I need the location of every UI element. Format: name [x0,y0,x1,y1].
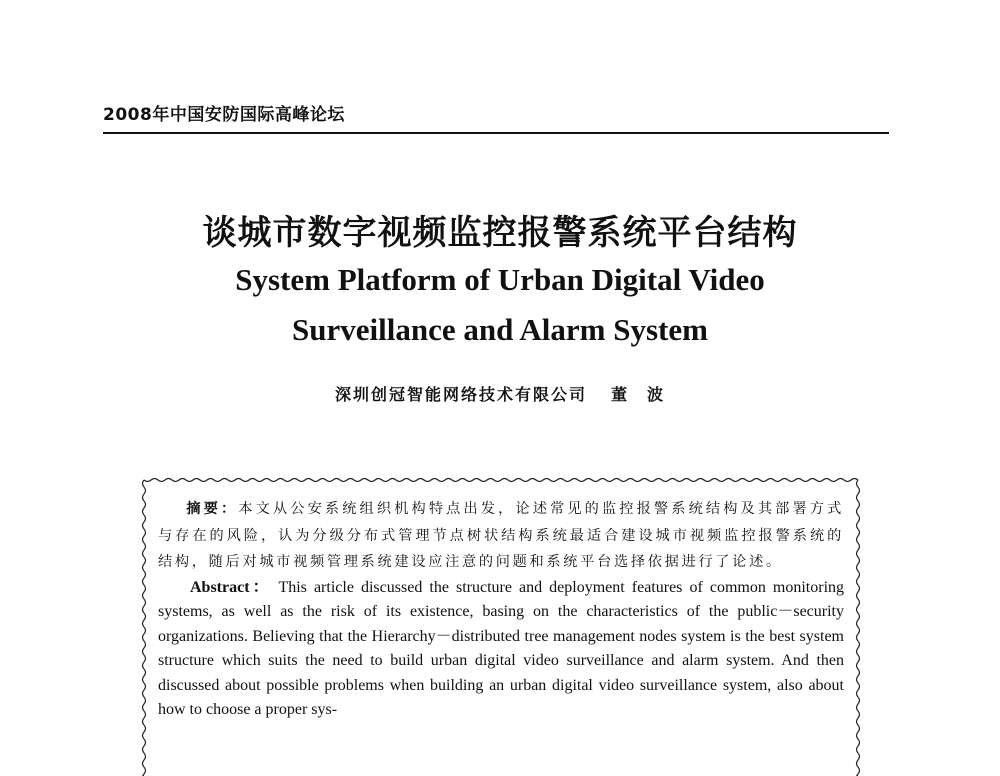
author-name: 董 波 [611,385,666,404]
affiliation: 深圳创冠智能网络技术有限公司 [334,385,587,404]
abstract-chinese [158,496,844,576]
paper-title-chinese: 谈城市数字视频监控报警系统平台结构 [202,213,798,253]
abstract-content [158,496,844,723]
header-rule [103,132,889,134]
abstract-en-label: Abstract： [190,578,272,596]
paper-title-english: System Platform of Urban Digital Video Surveillance and Alarm System [235,262,765,347]
abstract-box [140,476,862,776]
abstract-cn-label: 摘要： [186,501,239,517]
abstract-en-text: This article discussed the structure and deployment features of common monitoring systems, as well as the risk of its existence, basing on the characteristics of the public－security organizations. Believing that the Hierarchy－distributed tree management nodes system is the best system structure which suits the need to build urban digital video surveillance and alarm system. And then discussed about possible problems when building an urban digital video surveillance system, also about how to choose a proper sys- [158,578,845,718]
abstract-cn-text: 本文从公安系统组织机构特点出发，论述常见的监控报警系统结构及其部署方式与存在的风险，认为分级分布式管理节点树状结构系统最适合建设城市视频监控报警系统的结构，随后对城市视频管理系统建设应注意的问题和系统平台选择依据进行了论述。 [158,501,844,570]
author-line [0,382,1000,405]
abstract-english [158,576,844,723]
conference-header: 2008年中国安防国际高峰论坛 [103,105,345,125]
